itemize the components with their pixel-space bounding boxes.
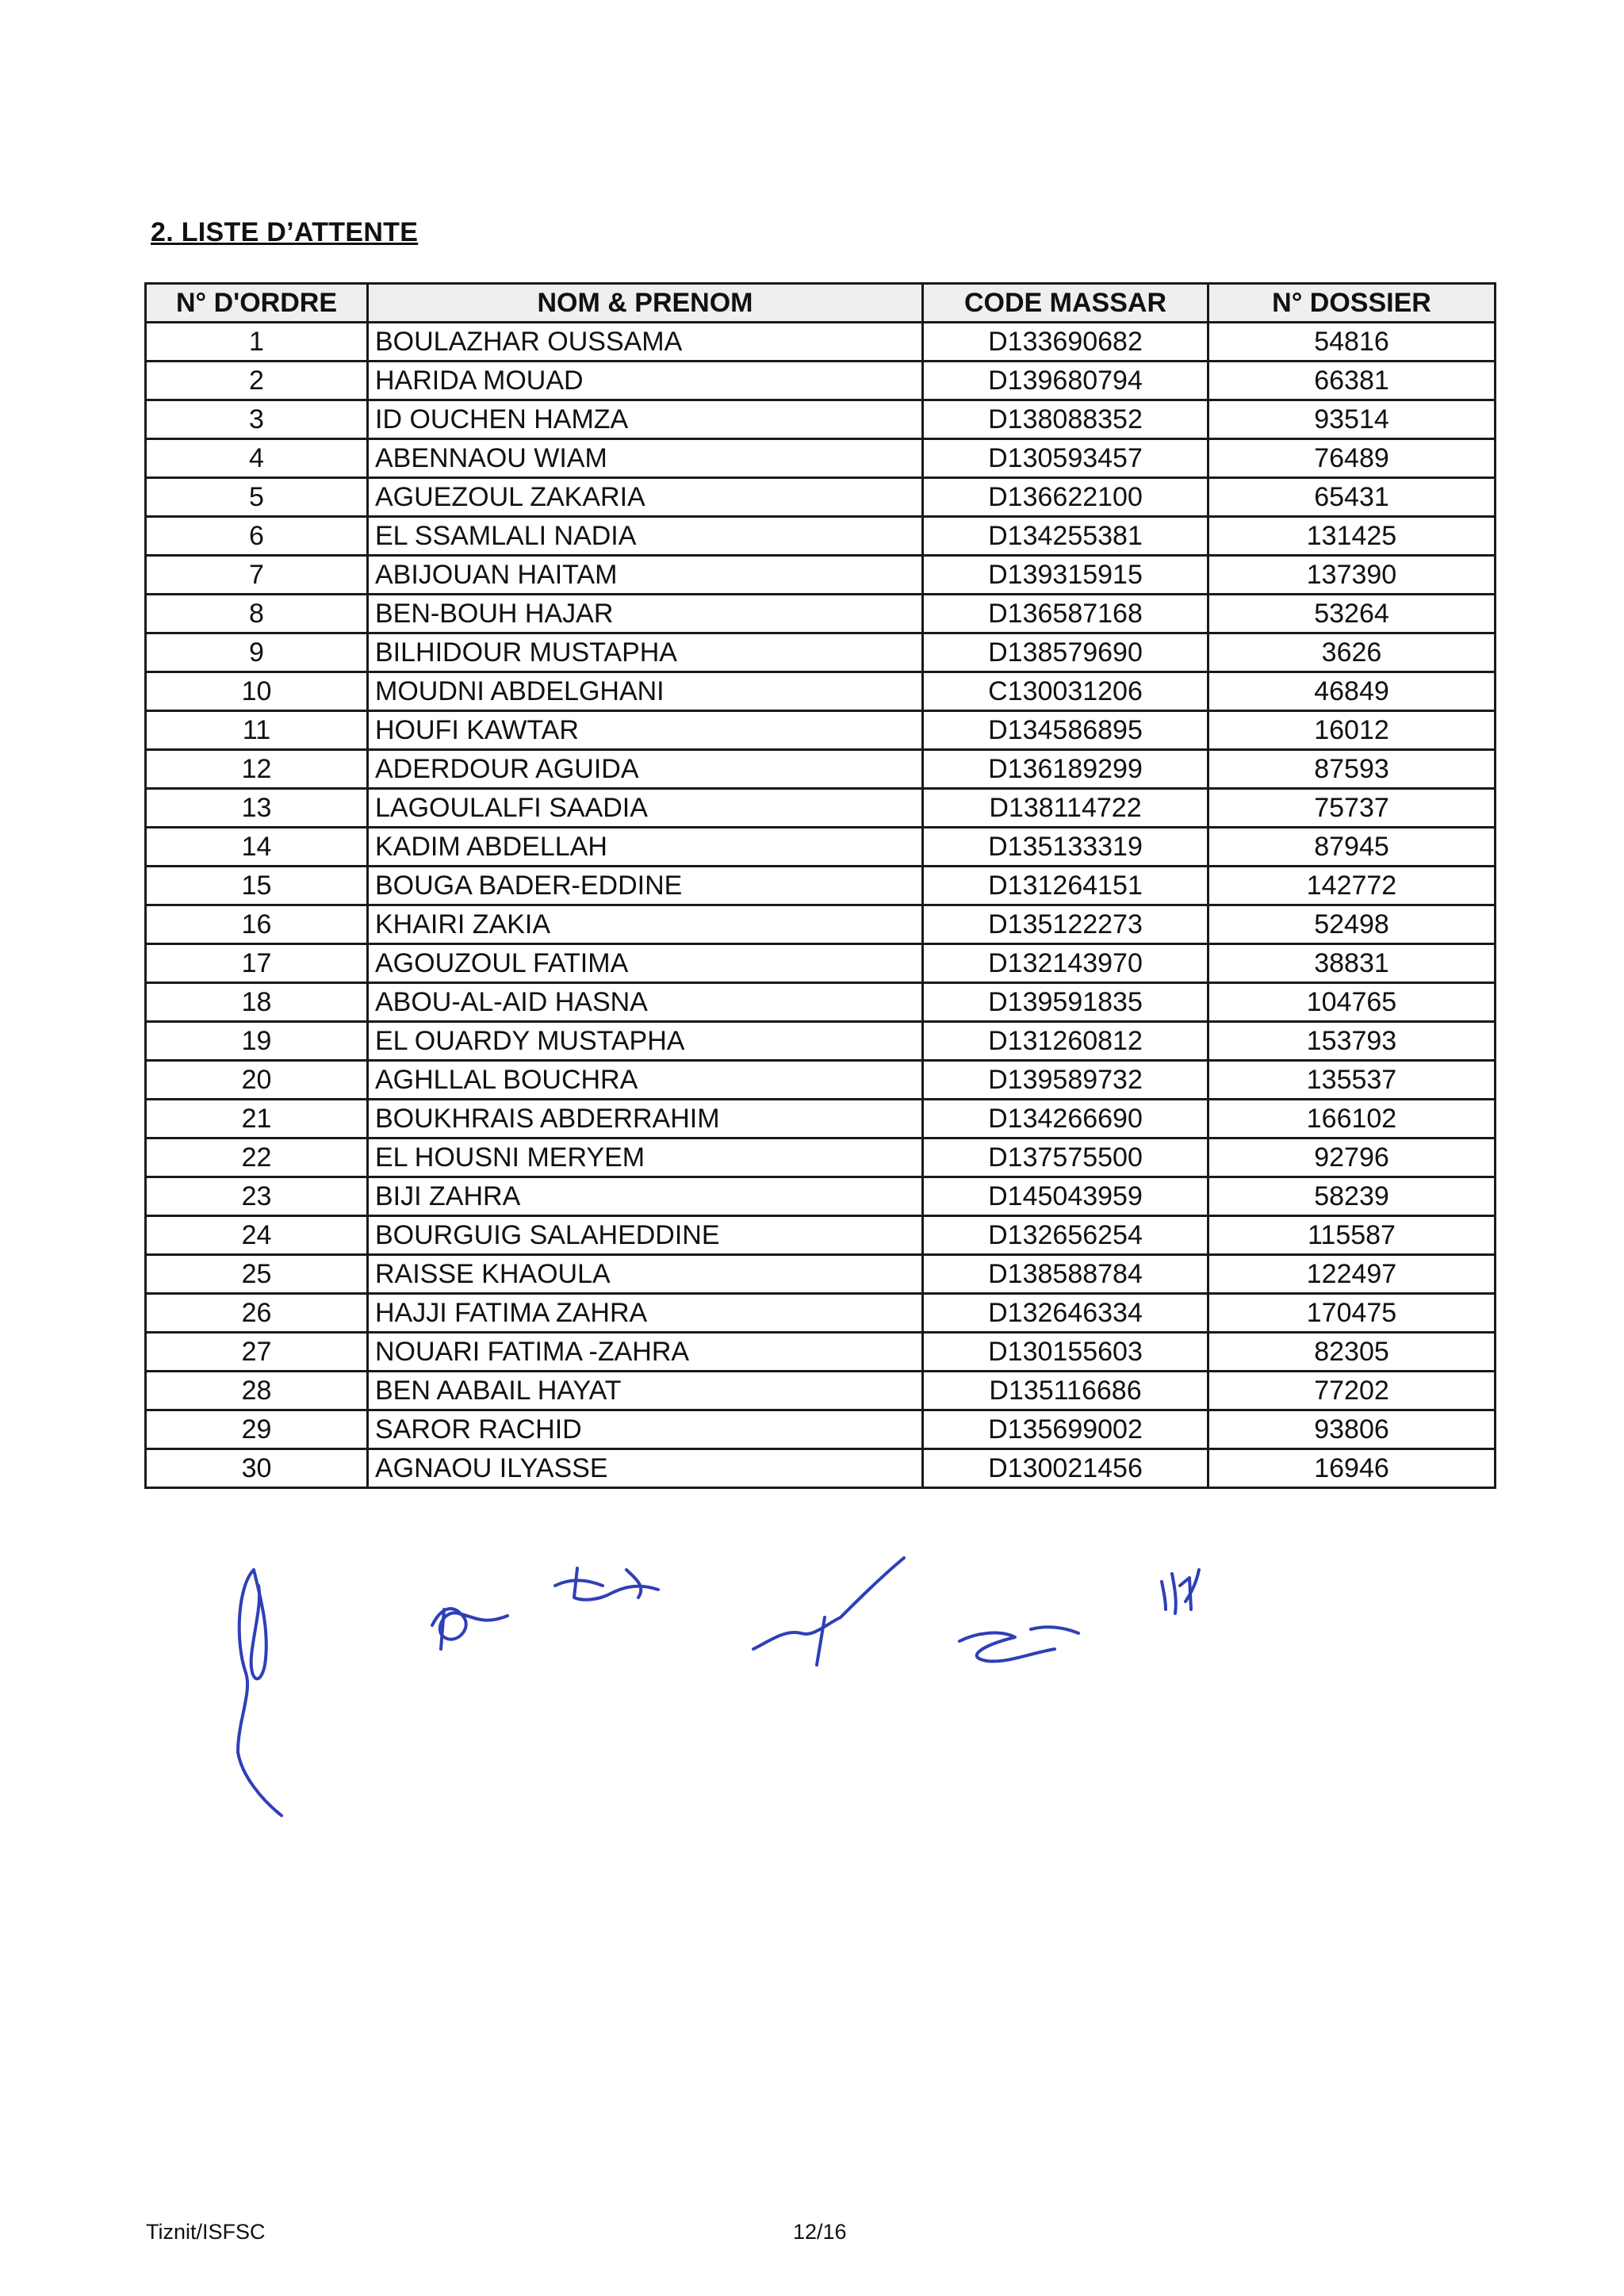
cell-massar: D138588784 [923, 1255, 1208, 1294]
cell-order: 9 [146, 633, 368, 672]
signature-4 [753, 1558, 904, 1665]
table-row [146, 750, 1496, 789]
cell-dossier: 3626 [1208, 633, 1496, 672]
cell-order: 12 [146, 750, 368, 789]
table-row [146, 556, 1496, 595]
cell-order: 10 [146, 672, 368, 711]
table-row [146, 1333, 1496, 1372]
cell-dossier: 122497 [1208, 1255, 1496, 1294]
cell-name: HARIDA MOUAD [368, 362, 923, 400]
table-row [146, 1061, 1496, 1100]
cell-order: 21 [146, 1100, 368, 1138]
cell-massar: D139680794 [923, 362, 1208, 400]
cell-order: 18 [146, 983, 368, 1022]
cell-order: 25 [146, 1255, 368, 1294]
cell-order: 15 [146, 867, 368, 905]
cell-name: EL HOUSNI MERYEM [368, 1138, 923, 1177]
table-row [146, 1216, 1496, 1255]
cell-massar: D136189299 [923, 750, 1208, 789]
cell-dossier: 115587 [1208, 1216, 1496, 1255]
table-row [146, 362, 1496, 400]
cell-name: BOURGUIG SALAHEDDINE [368, 1216, 923, 1255]
cell-name: ID OUCHEN HAMZA [368, 400, 923, 439]
cell-name: ABOU-AL-AID HASNA [368, 983, 923, 1022]
section-heading: 2. LISTE D’ATTENTE [151, 217, 419, 247]
cell-dossier: 82305 [1208, 1333, 1496, 1372]
cell-dossier: 75737 [1208, 789, 1496, 828]
cell-name: HAJJI FATIMA ZAHRA [368, 1294, 923, 1333]
cell-name: RAISSE KHAOULA [368, 1255, 923, 1294]
cell-massar: D135133319 [923, 828, 1208, 867]
cell-dossier: 104765 [1208, 983, 1496, 1022]
cell-name: ABIJOUAN HAITAM [368, 556, 923, 595]
footer-page-number: 12/16 [793, 2220, 847, 2244]
cell-order: 27 [146, 1333, 368, 1372]
table-row [146, 1294, 1496, 1333]
cell-dossier: 58239 [1208, 1177, 1496, 1216]
signature-1 [238, 1570, 282, 1816]
cell-order: 4 [146, 439, 368, 478]
cell-name: BILHIDOUR MUSTAPHA [368, 633, 923, 672]
cell-name: AGNAOU ILYASSE [368, 1449, 923, 1488]
cell-massar: D138579690 [923, 633, 1208, 672]
table-row [146, 595, 1496, 633]
table-row [146, 983, 1496, 1022]
table-row [146, 1372, 1496, 1410]
cell-dossier: 93806 [1208, 1410, 1496, 1449]
cell-massar: C130031206 [923, 672, 1208, 711]
cell-name: AGUEZOUL ZAKARIA [368, 478, 923, 517]
cell-name: EL OUARDY MUSTAPHA [368, 1022, 923, 1061]
cell-dossier: 76489 [1208, 439, 1496, 478]
cell-dossier: 131425 [1208, 517, 1496, 556]
table-header-row [146, 284, 1496, 323]
table-row [146, 478, 1496, 517]
cell-massar: D132143970 [923, 944, 1208, 983]
cell-order: 2 [146, 362, 368, 400]
cell-massar: D138088352 [923, 400, 1208, 439]
cell-dossier: 92796 [1208, 1138, 1496, 1177]
cell-dossier: 66381 [1208, 362, 1496, 400]
table-row [146, 633, 1496, 672]
signatures [0, 1554, 1624, 1839]
table-row [146, 672, 1496, 711]
cell-name: MOUDNI ABDELGHANI [368, 672, 923, 711]
column-header-name: NOM & PRENOM [368, 284, 923, 323]
table-row [146, 517, 1496, 556]
cell-name: KHAIRI ZAKIA [368, 905, 923, 944]
cell-dossier: 16012 [1208, 711, 1496, 750]
cell-dossier: 87593 [1208, 750, 1496, 789]
cell-massar: D131264151 [923, 867, 1208, 905]
cell-massar: D134255381 [923, 517, 1208, 556]
cell-order: 23 [146, 1177, 368, 1216]
table-row [146, 711, 1496, 750]
cell-dossier: 93514 [1208, 400, 1496, 439]
cell-order: 7 [146, 556, 368, 595]
signature-3 [555, 1568, 658, 1600]
signature-6 [1162, 1570, 1199, 1613]
table-row [146, 905, 1496, 944]
cell-name: BOUKHRAIS ABDERRAHIM [368, 1100, 923, 1138]
cell-order: 3 [146, 400, 368, 439]
table-row [146, 789, 1496, 828]
cell-name: NOUARI FATIMA -ZAHRA [368, 1333, 923, 1372]
table-row [146, 1449, 1496, 1488]
table-row [146, 1255, 1496, 1294]
cell-name: BOULAZHAR OUSSAMA [368, 323, 923, 362]
table-row [146, 1410, 1496, 1449]
cell-name: EL SSAMLALI NADIA [368, 517, 923, 556]
cell-dossier: 87945 [1208, 828, 1496, 867]
column-header-order: N° D'ORDRE [146, 284, 368, 323]
cell-name: BEN AABAIL HAYAT [368, 1372, 923, 1410]
cell-name: SAROR RACHID [368, 1410, 923, 1449]
cell-dossier: 65431 [1208, 478, 1496, 517]
cell-name: ADERDOUR AGUIDA [368, 750, 923, 789]
cell-name: AGHLLAL BOUCHRA [368, 1061, 923, 1100]
cell-order: 16 [146, 905, 368, 944]
cell-massar: D136587168 [923, 595, 1208, 633]
cell-dossier: 52498 [1208, 905, 1496, 944]
cell-massar: D139315915 [923, 556, 1208, 595]
cell-dossier: 38831 [1208, 944, 1496, 983]
table-row [146, 1100, 1496, 1138]
cell-massar: D136622100 [923, 478, 1208, 517]
cell-massar: D138114722 [923, 789, 1208, 828]
table-row [146, 1022, 1496, 1061]
cell-massar: D139589732 [923, 1061, 1208, 1100]
table-row [146, 400, 1496, 439]
cell-order: 28 [146, 1372, 368, 1410]
cell-order: 11 [146, 711, 368, 750]
cell-massar: D135122273 [923, 905, 1208, 944]
cell-name: BIJI ZAHRA [368, 1177, 923, 1216]
signature-5 [959, 1627, 1078, 1661]
cell-dossier: 135537 [1208, 1061, 1496, 1100]
cell-name: ABENNAOU WIAM [368, 439, 923, 478]
cell-order: 26 [146, 1294, 368, 1333]
cell-massar: D130593457 [923, 439, 1208, 478]
cell-massar: D133690682 [923, 323, 1208, 362]
cell-massar: D130021456 [923, 1449, 1208, 1488]
cell-massar: D145043959 [923, 1177, 1208, 1216]
waiting-list-table [144, 282, 1496, 1489]
table-row [146, 944, 1496, 983]
cell-order: 13 [146, 789, 368, 828]
cell-order: 20 [146, 1061, 368, 1100]
cell-massar: D132656254 [923, 1216, 1208, 1255]
cell-dossier: 137390 [1208, 556, 1496, 595]
cell-name: BEN-BOUH HAJAR [368, 595, 923, 633]
column-header-massar: CODE MASSAR [923, 284, 1208, 323]
cell-order: 30 [146, 1449, 368, 1488]
cell-name: KADIM ABDELLAH [368, 828, 923, 867]
cell-dossier: 54816 [1208, 323, 1496, 362]
cell-massar: D134266690 [923, 1100, 1208, 1138]
table-row [146, 439, 1496, 478]
cell-name: LAGOULALFI SAADIA [368, 789, 923, 828]
cell-order: 1 [146, 323, 368, 362]
cell-massar: D139591835 [923, 983, 1208, 1022]
cell-massar: D130155603 [923, 1333, 1208, 1372]
cell-dossier: 77202 [1208, 1372, 1496, 1410]
cell-name: BOUGA BADER-EDDINE [368, 867, 923, 905]
cell-massar: D134586895 [923, 711, 1208, 750]
table-row [146, 867, 1496, 905]
table-row [146, 828, 1496, 867]
cell-order: 8 [146, 595, 368, 633]
cell-dossier: 153793 [1208, 1022, 1496, 1061]
cell-dossier: 166102 [1208, 1100, 1496, 1138]
cell-name: AGOUZOUL FATIMA [368, 944, 923, 983]
cell-order: 24 [146, 1216, 368, 1255]
cell-massar: D131260812 [923, 1022, 1208, 1061]
table-row [146, 1177, 1496, 1216]
cell-dossier: 53264 [1208, 595, 1496, 633]
table-row [146, 323, 1496, 362]
cell-dossier: 142772 [1208, 867, 1496, 905]
cell-massar: D137575500 [923, 1138, 1208, 1177]
cell-order: 29 [146, 1410, 368, 1449]
cell-dossier: 16946 [1208, 1449, 1496, 1488]
cell-massar: D135699002 [923, 1410, 1208, 1449]
cell-order: 17 [146, 944, 368, 983]
cell-order: 14 [146, 828, 368, 867]
footer-institution: Tiznit/ISFSC [146, 2220, 266, 2244]
cell-name: HOUFI KAWTAR [368, 711, 923, 750]
cell-massar: D135116686 [923, 1372, 1208, 1410]
cell-dossier: 46849 [1208, 672, 1496, 711]
table-row [146, 1138, 1496, 1177]
signature-2 [432, 1609, 508, 1649]
cell-order: 22 [146, 1138, 368, 1177]
cell-order: 5 [146, 478, 368, 517]
column-header-dossier: N° DOSSIER [1208, 284, 1496, 323]
cell-order: 19 [146, 1022, 368, 1061]
cell-order: 6 [146, 517, 368, 556]
cell-massar: D132646334 [923, 1294, 1208, 1333]
cell-dossier: 170475 [1208, 1294, 1496, 1333]
